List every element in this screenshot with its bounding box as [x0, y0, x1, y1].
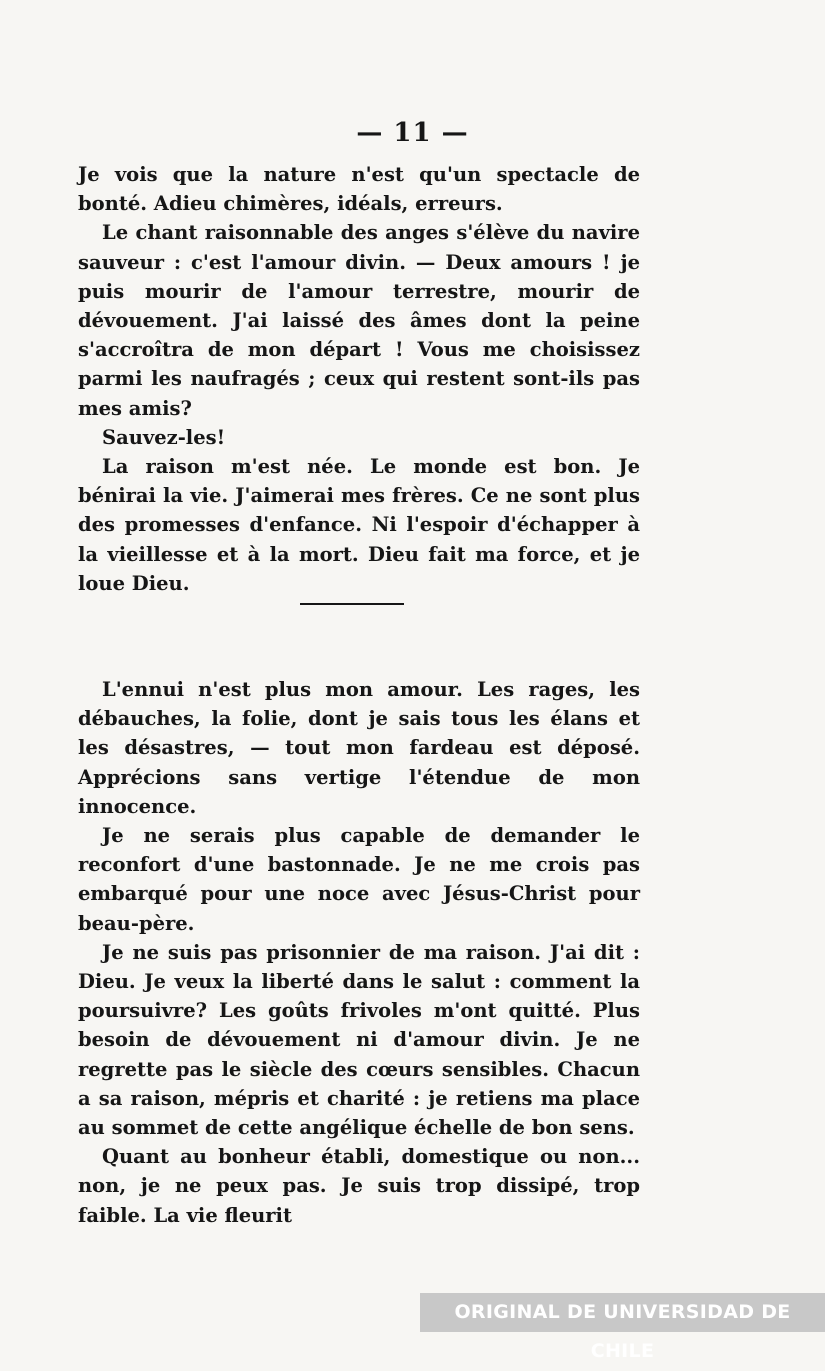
paragraph: Je vois que la nature n'est qu'un spectacle de bonté. Adieu chimères, idéals, erreurs. [78, 163, 640, 216]
paragraph: Je ne suis pas prisonnier de ma raison. J'ai dit : Dieu. Je veux la liberté dans le salut : comment la poursuivre? Les goûts frivoles m'ont quitté. Plus besoin de dévouement ni d'amour divin. Je ne regrette pas le siècle des cœurs sensibles. Chacun a sa raison, mépris et charité : je retiens ma place au sommet de cette angélique échelle de bon sens. [78, 940, 640, 1140]
paragraph: Quant au bonheur établi, domestique ou non... non, je ne peux pas. Je suis trop dissipé, trop faible. La vie fleurit [78, 1145, 640, 1227]
watermark-banner: ORIGINAL DE UNIVERSIDAD DE CHILE [420, 1293, 825, 1332]
page-number: — 11 — [356, 118, 469, 148]
paragraph: Sauvez-les! [102, 425, 226, 449]
paragraph: Je ne serais plus capable de demander le reconfort d'une bastonnade. Je ne me crois pas embarqué pour une noce avec Jésus-Christ pour beau-père. [78, 824, 640, 935]
section-divider [300, 603, 404, 605]
text-block-2 [78, 675, 640, 1230]
paragraph: Le chant raisonnable des anges s'élève du navire sauveur : c'est l'amour divin. — Deux amours ! je puis mourir de l'amour terrestre, mourir de dévouement. J'ai laissé des âmes dont la peine s'accroîtra de mon départ ! Vous me choisissez parmi les naufragés ; ceux qui restent sont-ils pas mes amis? [78, 221, 640, 420]
paragraph: La raison m'est née. Le monde est bon. Je bénirai la vie. J'aimerai mes frères. Ce ne sont plus des promesses d'enfance. Ni l'espoir d'échapper à la vieillesse et à la mort. Dieu fait ma force, et je loue Dieu. [78, 455, 640, 595]
text-block-1 [78, 160, 640, 598]
paragraph: L'ennui n'est plus mon amour. Les rages, les débauches, la folie, dont je sais tous les élans et les désastres, — tout mon fardeau est déposé. Apprécions sans vertige l'étendue de mon innocence. [78, 678, 640, 818]
